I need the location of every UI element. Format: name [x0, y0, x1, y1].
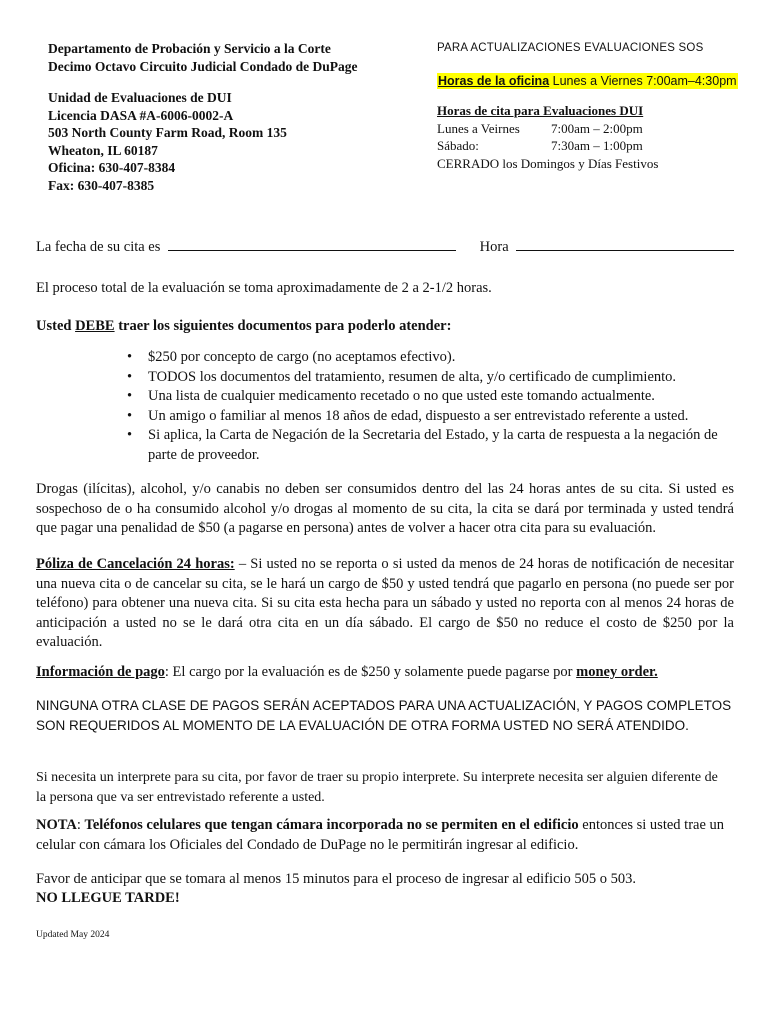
- payment-method: money order.: [576, 664, 658, 680]
- closed-notice: CERRADO los Domingos y Días Festivos: [437, 155, 659, 171]
- time-label: Hora: [479, 239, 509, 255]
- list-item: • $250 por concepto de cargo (no aceptamos efectivo).: [148, 348, 738, 368]
- time-field[interactable]: [516, 238, 734, 251]
- hours-row: [437, 120, 757, 138]
- dept-line1: Departamento de Probación y Servicio a la Corte: [48, 41, 331, 56]
- process-text: El proceso total de la evaluación se toma aproximadamente de 2 a 2-1/2 horas.: [36, 280, 492, 296]
- header-left: [48, 40, 408, 194]
- list-item: • Un amigo o familiar al menos 18 años de edad, dispuesto a ser entrevistado referente a usted.: [148, 407, 738, 427]
- payment-paragraph: Información de pago: El cargo por la evaluación es de $250 y solamente puede pagarse por money order.: [36, 664, 658, 680]
- hours-time: 7:00am – 2:00pm: [551, 120, 643, 136]
- nota-bold: Teléfonos celulares que tengan cámara incorporada no se permiten en el edificio: [84, 817, 579, 833]
- anticipate-text: Favor de anticipar que se tomara al menos 15 minutos para el proceso de ingresar al edificio 505 o 503.: [36, 871, 636, 887]
- documents-list: [148, 348, 738, 465]
- appointment-line: [36, 238, 736, 258]
- payment-title: Información de pago: [36, 664, 165, 680]
- appt-hours-title: Horas de cita para Evaluaciones DUI: [437, 103, 644, 118]
- hours-time: 7:30am – 1:00pm: [551, 138, 643, 153]
- date-field[interactable]: [168, 238, 456, 251]
- nota-paragraph: NOTA: Teléfonos celulares que tengan cámara incorporada no se permiten en el edificio entonces si usted trae un celular con cámara los Oficiales del Condado de DuPage no le permitirán ingresar al edificio.: [36, 817, 725, 853]
- list-item: • Si aplica, la Carta de Negación de la Secretaria del Estado, y la carta de respuesta a la negación de parte de proveedor.: [148, 426, 738, 465]
- drugs-paragraph: Drogas (ilícitas), alcohol, y/o canabis no deben ser consumidos dentro del las 24 horas antes de su cita. Si usted es sospechoso de o ha consumido alcohol y/o drogas al momento de su cita, la cita se dará por terminada y usted tendrá que pagar una penalidad de $50 (a pagarse en persona) antes de volver a hacer otra cita para su evaluación.: [36, 481, 734, 536]
- fax: Fax: 630-407-8385: [48, 177, 155, 193]
- hours-row: [437, 137, 757, 155]
- cancellation-title: Póliza de Cancelación 24 horas:: [36, 556, 235, 572]
- cancellation-paragraph: Póliza de Cancelación 24 horas: – Si usted no se reporta o si usted da menos de 24 horas de notificación de necesitar una nueva cita o de cancelar su cita, se le hará un cargo de $50 y usted tendrá que pagarlo en persona (no puede ser por teléfono) para obtener una nueva cita. Si su cita esta hecha para un sábado y usted no reporta con al menos 24 horas de anticipación a usted no se le dará otra cita en un día sábado. El cargo de $50 no reduce el costo de $250 por la evaluación.: [36, 556, 734, 650]
- office-phone: Oficina: 630-407-8384: [48, 160, 176, 175]
- city: Wheaton, IL 60187: [48, 142, 158, 158]
- interpreter-paragraph: Si necesita un interprete para su cita, por favor de traer su propio interprete. Su interprete necesita ser alguien diferente de la persona que va ser entrevistado referente a usted.: [36, 770, 718, 805]
- nota-label: NOTA: [36, 817, 77, 833]
- list-item: • TODOS los documentos del tratamiento, resumen de alta, y/o certificado de cumplimiento.: [148, 368, 738, 388]
- no-late: NO LLEGUE TARDE!: [36, 890, 180, 906]
- hours-day: Sábado:: [437, 138, 479, 153]
- hours-day: Lunes a Veirnes: [437, 120, 520, 136]
- address: 503 North County Farm Road, Room 135: [48, 125, 287, 140]
- unit-name: Unidad de Evaluaciones de DUI: [48, 90, 232, 105]
- date-label: La fecha de su cita es: [36, 239, 161, 255]
- header-right: [437, 40, 757, 172]
- dept-line2: Decimo Octavo Circuito Judicial Condado de DuPage: [48, 58, 358, 74]
- updated-date: Updated May 2024: [36, 930, 110, 940]
- office-hours: [437, 72, 757, 91]
- license: Licencia DASA #A-6006-0002-A: [48, 107, 234, 123]
- list-item: • Una lista de cualquier medicamento recetado o no que usted este tomando actualmente.: [148, 387, 738, 407]
- must-bring-heading: Usted DEBE traer los siguientes documentos para poderlo atender:: [36, 318, 452, 334]
- must-emphasis: DEBE: [75, 318, 115, 334]
- office-hours-label: Horas de la oficina: [438, 73, 550, 88]
- office-hours-value: Lunes a Viernes 7:00am–4:30pm: [549, 73, 737, 88]
- no-other-payments: NINGUNA OTRA CLASE DE PAGOS SERÁN ACEPTADOS PARA UNA ACTUALIZACIÓN, Y PAGOS COMPLETOS SON REQUERIDOS AL MOMENTO DE LA EVALUACIÓN DE OTRA FORMA USTED NO SERÁ ATENDIDO.: [36, 698, 732, 733]
- updates-heading: PARA ACTUALIZACIONES EVALUACIONES SOS: [437, 42, 704, 54]
